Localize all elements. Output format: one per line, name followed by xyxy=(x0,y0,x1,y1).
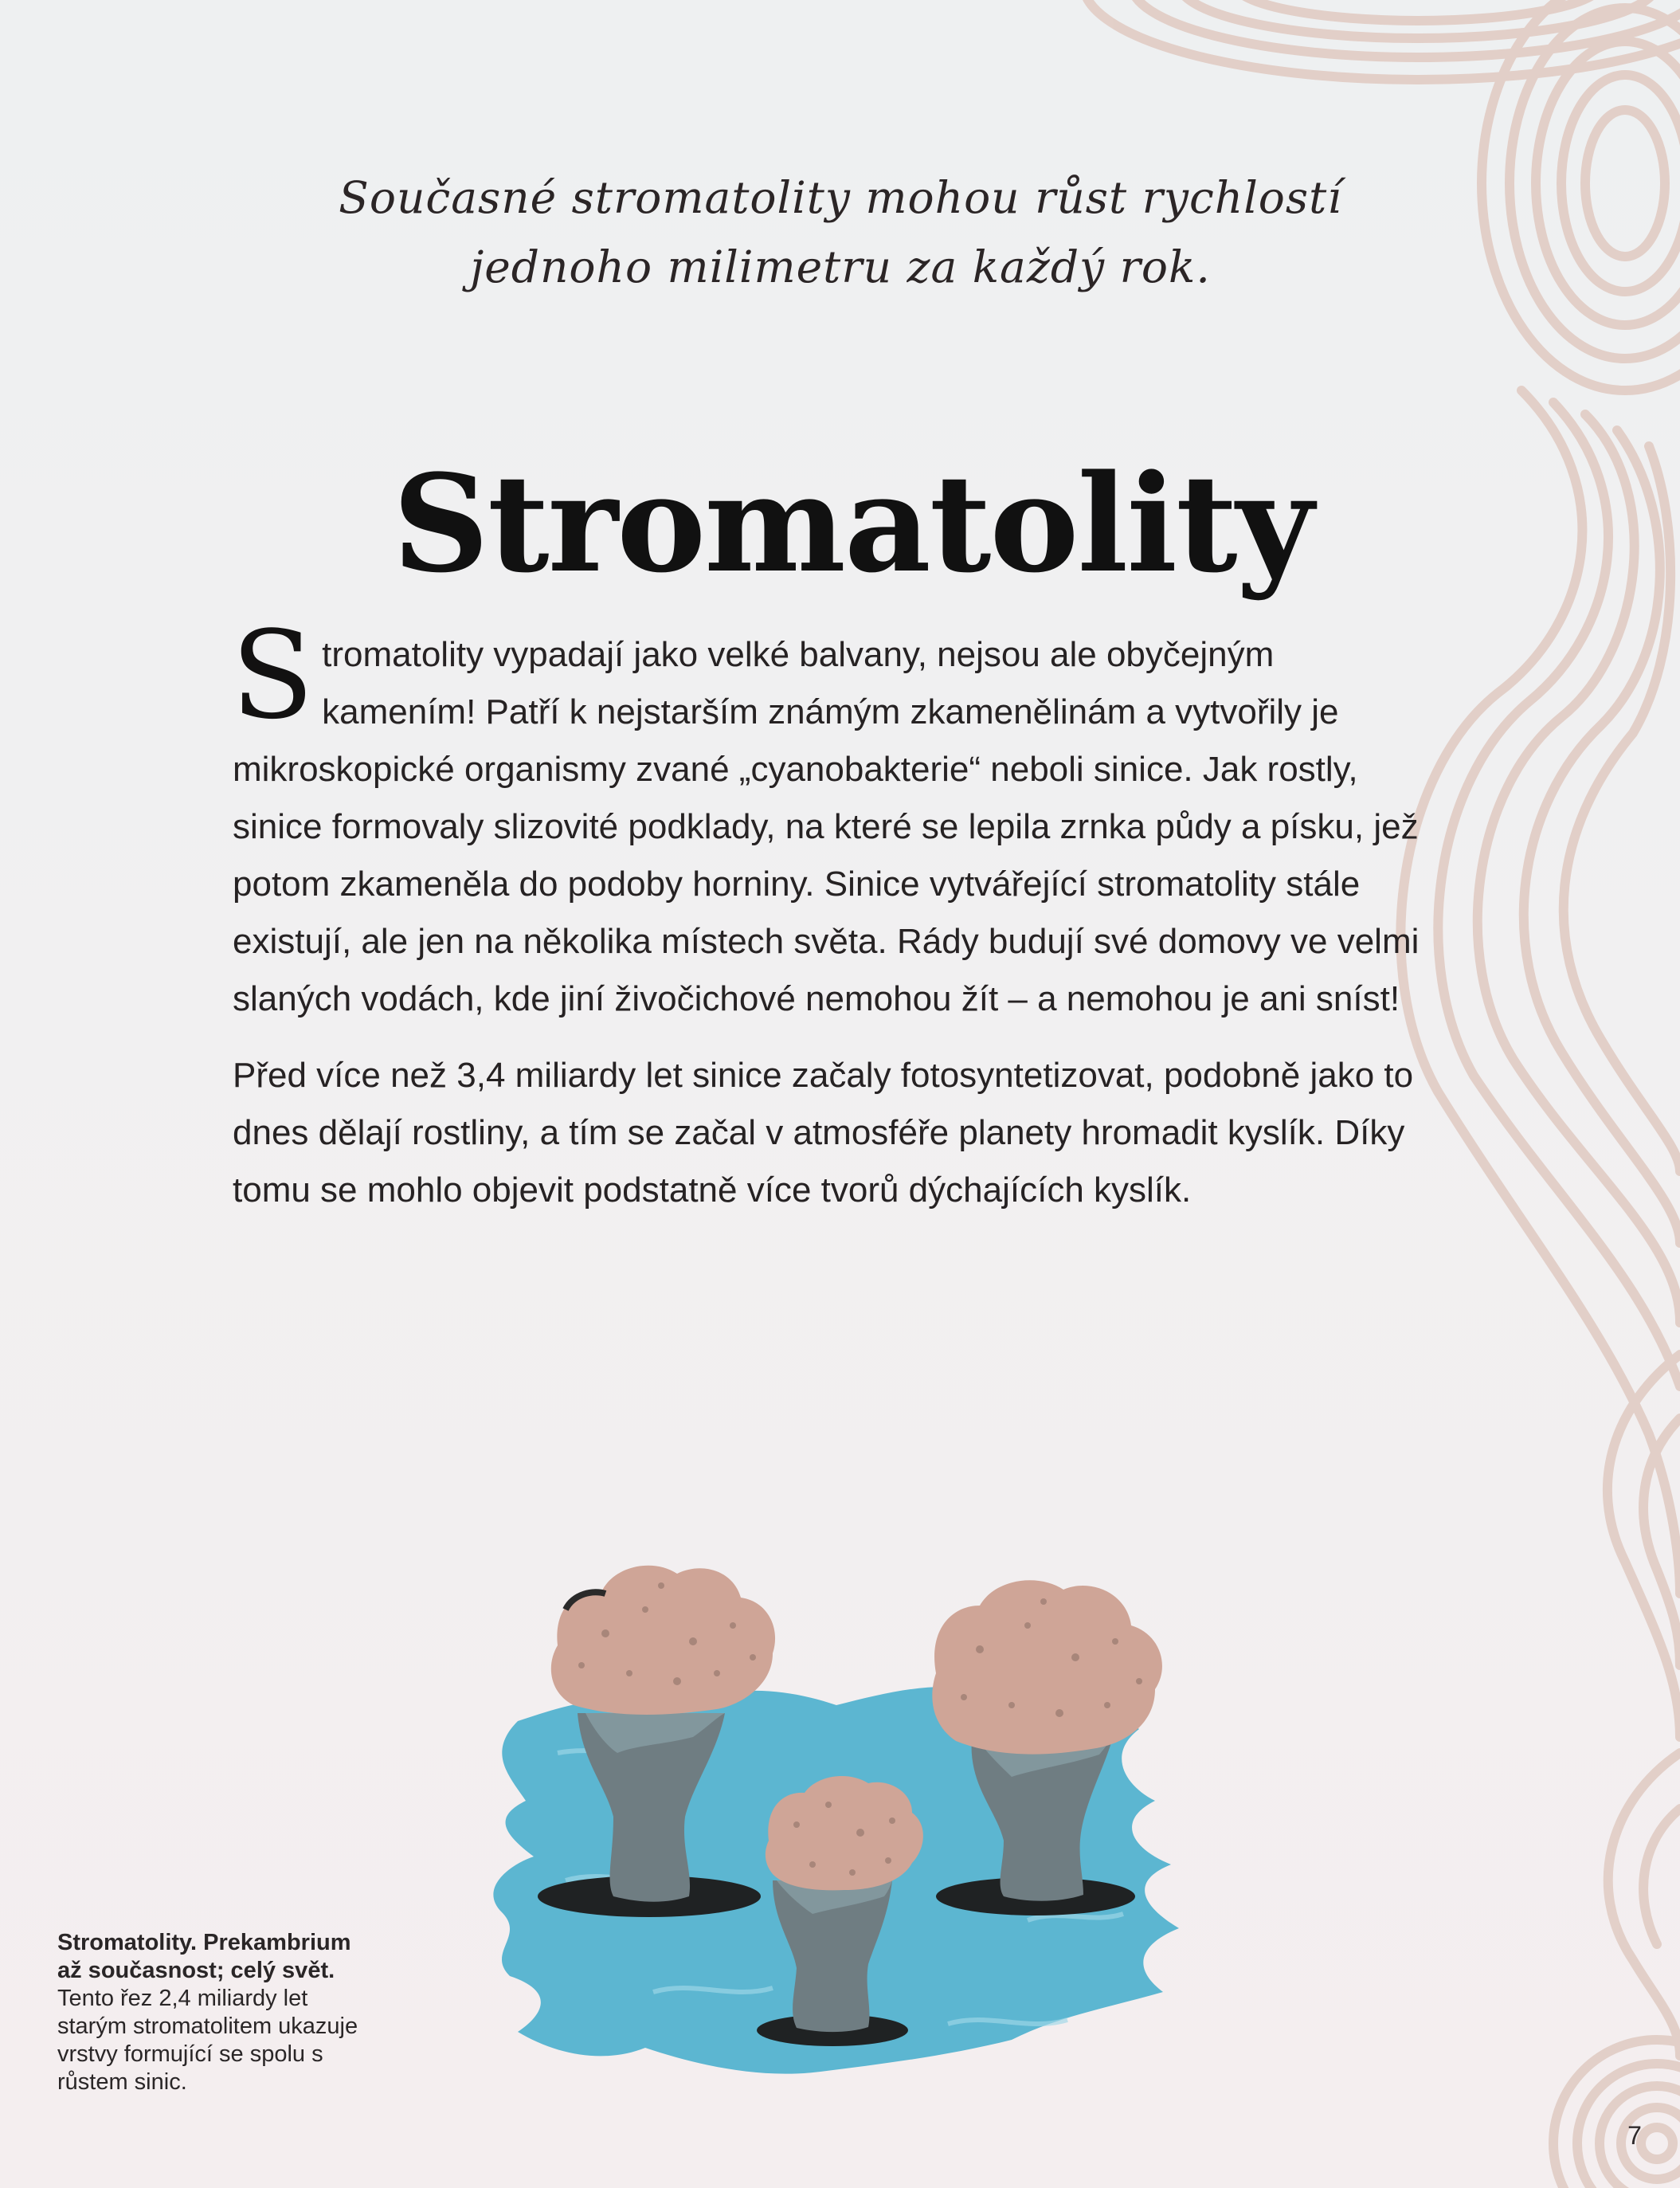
caption-text: Tento řez 2,4 miliardy let starým stromatolitem ukazuje vrstvy formující se spolu s růstem sinic. xyxy=(57,1986,358,2095)
drop-cap-letter: S xyxy=(231,605,315,746)
paragraph-1-text: tromatolity vypadají jako velké balvany, nejsou ale obyčejným kamením! Patří k nejstarším známým zkamenělinám a vytvořily je mikroskopické organismy zvané „cyanobakterie“ neboli sinice. Jak rostly, sinice formovaly slizovité podklady, na které se lepila zrnka půdy a písku, jež potom zkameněla do podoby horniny. Sinice vytvářející stromatolity stále existují, ale jen na několika místech světa. Rády budují své domovy ve velmi slaných vodách, kde jiní živočichové nemohou žít – a nemohou je ani sníst! xyxy=(233,635,1420,1018)
page-title: Stromatolity xyxy=(392,444,1313,602)
page-number: 7 xyxy=(1627,2121,1642,2150)
stromatolites-illustration xyxy=(454,1546,1235,2104)
intro-fact: Současné stromatolity mohou růst rychlostí jednoho milimetru za každý rok. xyxy=(339,172,1342,292)
illustration-caption xyxy=(57,1929,376,2096)
paragraph-1 xyxy=(231,605,1427,1028)
article-body xyxy=(231,605,1427,1219)
caption-title: Stromatolity. Prekambrium až současnost; celý svět. xyxy=(57,1930,351,1983)
paragraph-2: Před více než 3,4 miliardy let sinice začaly fotosyntetizovat, podobně jako to dnes dělají rostliny, a tím se začal v atmosféře planety hromadit kyslík. Díky tomu se mohlo objevit podstatně více tvorů dýchajících kyslík. xyxy=(233,1056,1414,1210)
